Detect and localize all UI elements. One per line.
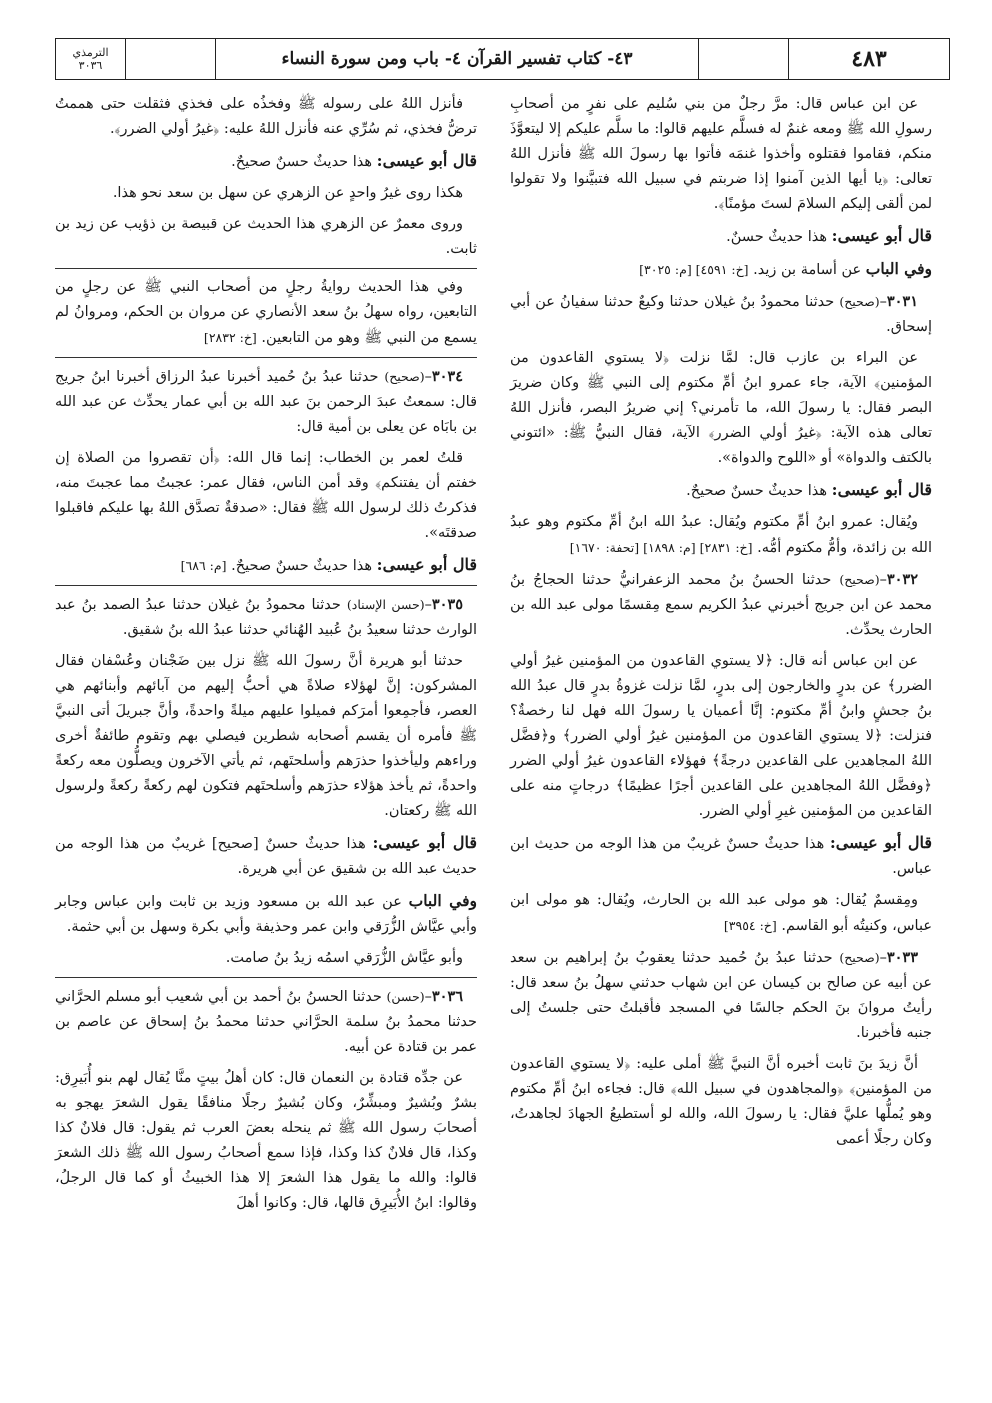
- cross-references: [خ: ٣٩٥٤]: [723, 918, 777, 933]
- ruling-text: هذا حديثٌ حسنٌ [صحيح] غريبٌ من هذا الوجه من حديث عبد الله بن شقيق عن أبي هريرة.: [55, 836, 477, 877]
- hadith-grade: (صحيح): [839, 950, 880, 965]
- hadith-number: ٣٠٣٢: [886, 571, 918, 588]
- section-divider: [55, 585, 477, 586]
- header-reference-range: ٣٠٣٦: [78, 59, 103, 72]
- paragraph-text: أنَّ زيدَ بنَ ثابت أخبره أنَّ النبيَّ ﷺ أملى عليه: ﴿لا يستوي القاعدون من المؤمنين﴾ ﴿والمجاهدون في سبيل الله﴾ قال: فجاءه ابنُ أمِّ مكتوم وهو يُملُّها عليَّ فقال: يا رسولَ الله، والله لو أستطيعُ الجهادَ لجاهدتُ، وكان رجلًا أعمى: [510, 1056, 932, 1147]
- hadith-paragraph: ٣٠٣٤–(صحيح) حدثنا عبدُ بنُ حُميد أخبرنا عبدُ الرزاق أخبرنا ابنُ جريج قال: سمعتُ عبدَ الرحمن بنَ عبد الله بن أبي عمار يحدِّث عن عبد الله بن بابَاه عن يعلى بن أمية قال:: [55, 368, 477, 435]
- text-paragraph: [55, 212, 477, 262]
- hadith-number: ٣٠٣٣: [886, 949, 918, 966]
- hadith-isnad: حدثنا الحسنُ بنُ محمد الزعفرانيُّ حدثنا الحجاجُ بنُ محمد عن ابن جريج أخبرني عبدُ الكريم سمع مِقسمًا مولى عبد الله بن الحارث يحدِّث.: [510, 572, 932, 638]
- hadith-grade: (حسن الإسناد): [346, 597, 425, 612]
- hadith-isnad: حدثنا محمودُ بنُ غيلان حدثنا وكيعٌ حدثنا سفيانُ عن أبي إسحاق.: [510, 294, 932, 335]
- paragraph-text: عن ابن عباس قال: مرَّ رجلٌ من بني سُليم على نفرٍ من أصحابِ رسولِ الله ﷺ ومعه غنمٌ له فسلَّم عليهم قالوا: ما سلَّم عليكم إلا ليتعوَّذَ منكم، فقاموا فقتلوه وأخذوا غنمَه فأتوا بها رسولَ الله ﷺ فأنزل اللهُ تعالى: ﴿يا أيها الذين آمنوا إذا ضربتم في سبيل الله فتبيَّنوا ولا تقولوا لمن ألقى إليكم السلامَ لستَ مؤمنًا﴾.: [510, 96, 932, 212]
- ruling-text: هذا حديثٌ حسنٌ صحيحٌ.: [231, 154, 373, 170]
- text-paragraph: [510, 92, 932, 217]
- left-text-column: [55, 92, 477, 1382]
- hadith-isnad: حدثنا الحسنُ بنُ أحمد بن أبي شعيب أبو مسلم الحرَّاني حدثنا محمدُ بنُ سلمة الحرَّاني حدثنا محمدُ بنُ إسحاق عن عاصم بن عمر بن قتادة عن أبيه.: [55, 989, 477, 1055]
- text-paragraph: [55, 946, 477, 971]
- section-divider: [55, 977, 477, 978]
- ruling-label: قال أبو عيسى:: [376, 151, 477, 170]
- hadith-paragraph: ٣٠٣٦–(حسن) حدثنا الحسنُ بنُ أحمد بن أبي شعيب أبو مسلم الحرَّاني حدثنا محمدُ بنُ سلمة الحرَّاني حدثنا محمدُ بنُ إسحاق عن عاصم بن عمر بن قتادة عن أبيه.: [55, 988, 477, 1055]
- bab-paragraph: [55, 888, 477, 940]
- text-paragraph: [55, 649, 477, 824]
- ruling-paragraph: [510, 223, 932, 250]
- text-paragraph: [510, 888, 932, 939]
- paragraph-text: ويُقال: عمرو ابنُ أمِّ مكتوم ويُقال: عبدُ الله ابنُ أمِّ مكتوم وهو عبدُ الله بن زائدة، وأمُّ مكتوم أمُّه.: [510, 514, 932, 556]
- page-number: ٤٨٣: [851, 46, 887, 72]
- ruling-label: قال أبو عيسى:: [831, 226, 932, 245]
- text-paragraph: [510, 1052, 932, 1152]
- ruling-text: هذا حديثٌ حسنٌ غريبٌ من هذا الوجه من حديث ابن عباس.: [510, 836, 932, 877]
- text-paragraph: [55, 275, 477, 351]
- section-divider: [55, 357, 477, 358]
- paragraph-text: وروى معمرٌ عن الزهري هذا الحديث عن قبيصة بن ذؤيب عن زيد بن ثابت.: [55, 216, 477, 257]
- ruling-paragraph: [55, 148, 477, 175]
- header-blank-cell: [699, 39, 789, 79]
- ruling-text: هذا حديثٌ حسنٌ صحيحٌ.: [231, 558, 373, 574]
- ruling-text: هذا حديثٌ حسنٌ صحيحٌ.: [686, 483, 828, 499]
- text-paragraph: [55, 446, 477, 546]
- hadith-isnad: حدثنا محمودُ بنُ غيلان حدثنا عبدُ الصمد بنُ عبد الوارث حدثنا سعيدُ بنُ عُبيد الهُنائي حدثنا عبدُ الله بنُ شقيق.: [55, 597, 477, 638]
- hadith-isnad: حدثنا عبدُ بنُ حُميد أخبرنا عبدُ الرزاق أخبرنا ابنُ جريج قال: سمعتُ عبدَ الرحمن بنَ عبد الله بن أبي عمار يحدِّث عن عبد الله بن بابَاه عن يعلى بن أمية قال:: [55, 369, 477, 435]
- section-divider: [55, 268, 477, 269]
- text-paragraph: [55, 92, 477, 142]
- ruling-paragraph: [510, 477, 932, 504]
- page-header: [55, 38, 950, 80]
- bab-text: عن عبد الله بن مسعود وزيد بن ثابت وابن عباس وجابر وأبي عيَّاش الزُّرَقي وابن عمر وحذيفة وأبي بكرة وسهل بن أبي حثمة.: [55, 894, 477, 935]
- hadith-number: ٣٠٣٥: [431, 596, 464, 613]
- text-paragraph: [510, 346, 932, 471]
- ruling-paragraph: [55, 552, 477, 579]
- hadith-isnad: حدثنا عبدُ بنُ حُميد حدثنا يعقوبُ بنُ إبراهيم بن سعد عن أبيه عن صالح بن كيسان عن ابن شهاب حدثني سهلُ بنُ سعد قال: رأيتُ مروانَ بنَ الحكم جالسًا في المسجد فأقبلتُ حتى جلستُ إلى جنبه فأخبرنا.: [510, 950, 932, 1041]
- ruling-paragraph: [55, 830, 477, 882]
- text-paragraph: [510, 510, 932, 561]
- hadith-paragraph: ٣٠٣٣–(صحيح) حدثنا عبدُ بنُ حُميد حدثنا يعقوبُ بنُ إبراهيم بن سعد عن أبيه عن صالح بن كيسان عن ابن شهاب حدثني سهلُ بنُ سعد قال: رأيتُ مروانَ بنَ الحكم جالسًا في المسجد فأقبلتُ حتى جلستُ إلى جنبه فأخبرنا.: [510, 949, 932, 1041]
- paragraph-text: حدثنا أبو هريرة أنَّ رسولَ الله ﷺ نزل بين ضَجْنان وعُسْفان فقال المشركون: إنَّ لهؤلاء صلاةً هي أحبُّ إليهم من آبائهم وأبنائهم هي العصر، فأجمِعوا أمرَكم فميلوا عليهم ميلةً واحدةً، وأنَّ جبريلَ أتى النبيَّ ﷺ فأمره أن يقسم أصحابه شطرين فيصلي بهم وتقوم طائفةٌ أخرى وراءهم وليأخذوا حذرَهم وأسلحتَهم، ثم يأتي الآخرون ويصلُّون معه ركعةً واحدةً، ثم يأخذ هؤلاء حذرَهم وأسلحتَهم فتكون لهم ركعةً ركعةً ولرسول الله ﷺ ركعتان.: [55, 653, 477, 819]
- paragraph-text: عن البراء بن عازب قال: لمَّا نزلت ﴿لا يستوي القاعدون من المؤمنين﴾ الآية، جاء عمرو ابنُ أمِّ مكتوم إلى النبي ﷺ وكان ضريرَ البصر فقال: يا رسولَ الله، ما تأمرني؟ إني ضريرُ البصر، فأنزل اللهُ تعالى هذه الآية: ﴿غيرُ أولي الضرر﴾ الآية، فقال النبيُّ ﷺ: «ائتوني بالكتف والدواة» أو «اللوح والدواة».: [510, 350, 932, 466]
- text-paragraph: [510, 649, 932, 824]
- hadith-paragraph: ٣٠٣١–(صحيح) حدثنا محمودُ بنُ غيلان حدثنا وكيعٌ حدثنا سفيانُ عن أبي إسحاق.: [510, 293, 932, 335]
- bab-label: وفي الباب: [408, 891, 477, 910]
- ruling-label: قال أبو عيسى:: [372, 833, 478, 852]
- bab-text: عن أسامة بن زيد.: [753, 262, 862, 278]
- paragraph-text: عن جدِّه قتادة بن النعمان قال: كان أهلُ بيتٍ منَّا يُقال لهم بنو أُبَيرِق: بشرٌ وبُشيرٌ ومبشِّرٌ، وكان بُشيرٌ رجلًا منافقًا يقول الشعرَ يهجو به أصحابَ رسول الله ﷺ ثم ينحله بعضَ العرب ثم يقول: قال فلانٌ كذا وكذا، قال فلانٌ كذا وكذا، فإذا سمع أصحابُ رسول الله ﷺ ذلك الشعرَ قالوا: والله ما يقول هذا الشعرَ إلا هذا الخبيثُ أو كما قال الرجلُ، وقالوا: ابنُ الأُبَيرِق قالها، قال: وكانوا أهلَ: [55, 1070, 477, 1211]
- hadith-grade: (صحيح): [384, 369, 425, 384]
- paragraph-text: ومِقسمٌ يُقال: هو مولى عبد الله بن الحارث، ويُقال: هو مولى ابن عباس، وكنيتُه أبو القاسم.: [510, 892, 932, 934]
- header-blank-cell: [126, 39, 216, 79]
- hadith-grade: (حسن): [386, 989, 425, 1004]
- hadith-grade: (صحيح): [839, 294, 880, 309]
- cross-references: [خ: ٢٨٣١] [م: ١٨٩٨] [تحفة: ١٦٧٠]: [569, 540, 753, 555]
- header-reference-label: الترمذي: [72, 46, 109, 59]
- hadith-paragraph: ٣٠٣٢–(صحيح) حدثنا الحسنُ بنُ محمد الزعفرانيُّ حدثنا الحجاجُ بنُ محمد عن ابن جريج أخبرني عبدُ الكريم سمع مِقسمًا مولى عبد الله بن الحارث يحدِّث.: [510, 571, 932, 638]
- ruling-label: قال أبو عيسى:: [829, 833, 933, 852]
- hadith-number: ٣٠٣٤: [431, 368, 463, 385]
- ruling-label: قال أبو عيسى:: [831, 480, 932, 499]
- hadith-paragraph: ٣٠٣٥–(حسن الإسناد) حدثنا محمودُ بنُ غيلان حدثنا عبدُ الصمد بنُ عبد الوارث حدثنا سعيدُ بنُ عُبيد الهُنائي حدثنا عبدُ الله بنُ شقيق.: [55, 596, 477, 638]
- paragraph-text: عن ابن عباس أنه قال: ﴿لا يستوي القاعدون من المؤمنين غيرُ أولي الضرر﴾ عن بدرٍ والخارجون إلى بدرٍ، لمَّا نزلت غزوةُ بدرٍ قال عبدُ الله بنُ جحشٍ وابنُ أمِّ مكتوم: إنَّا أعميان يا رسولَ الله فهل لنا رخصةٌ؟ فنزلت: ﴿لا يستوي القاعدون من المؤمنين غيرُ أولي الضرر﴾ و﴿فضَّل اللهُ المجاهدين على القاعدين درجةً﴾ فهؤلاء القاعدون غيرُ أولي الضرر ﴿وفضَّل اللهُ المجاهدين على القاعدين أجرًا عظيمًا﴾ درجاتٍ منه على القاعدين من المؤمنين غيرِ أولي الضرر.: [510, 653, 932, 819]
- paragraph-text: وأبو عيَّاش الزُّرَقي اسمُه زيدُ بنُ صامت.: [225, 950, 463, 966]
- cross-references: [م: ٦٨٦]: [180, 558, 227, 573]
- ruling-paragraph: [510, 830, 932, 882]
- cross-references: [خ: ٤٥٩١] [م: ٣٠٢٥]: [639, 262, 749, 277]
- text-paragraph: [55, 1066, 477, 1216]
- paragraph-text: قلتُ لعمر بن الخطاب: إنما قال الله: ﴿أن تقصروا من الصلاة إن خفتم أن يفتنكم﴾ وقد أمن الناس، فقال عمر: عجبتُ مما عجبتَ منه، فذكرتُ ذلك لرسول الله ﷺ فقال: «صدقةٌ تصدَّق اللهُ بها عليكم فاقبلوا صدقتَه».: [55, 450, 477, 541]
- hadith-grade: (صحيح): [839, 572, 880, 587]
- header-reference-box: [56, 39, 126, 79]
- chapter-title: ٤٣- كتاب تفسير القرآن ٤- باب ومن سورة النساء: [216, 39, 699, 79]
- hadith-number: ٣٠٣١: [886, 293, 919, 310]
- right-text-column: [510, 92, 932, 1382]
- ruling-text: هذا حديثٌ حسنٌ.: [726, 229, 828, 245]
- bab-paragraph: [510, 256, 932, 283]
- hadith-number: ٣٠٣٦: [431, 988, 463, 1005]
- paragraph-text: هكذا روى غيرُ واحدٍ عن الزهري عن سهل بن سعد نحو هذا.: [112, 185, 463, 201]
- text-paragraph: [55, 181, 477, 206]
- cross-references: [خ: ٢٨٣٢]: [203, 330, 257, 345]
- bab-label: وفي الباب: [865, 259, 932, 278]
- ruling-label: قال أبو عيسى:: [376, 555, 477, 574]
- paragraph-text: فأنزل اللهُ على رسوله ﷺ وفخذُه على فخذي فثقلت حتى هممتُ ترضُّ فخذي، ثم سُرِّي عنه فأنزل اللهُ عليه: ﴿غيرُ أولي الضرر﴾.: [55, 96, 477, 137]
- paragraph-text: وفي هذا الحديث روايةُ رجلٍ من أصحاب النبي ﷺ عن رجلٍ من التابعين، رواه سهلُ بنُ سعد الأنصاري عن مروان بن الحكم، ومروانُ لم يسمع من النبي ﷺ وهو من التابعين.: [55, 279, 477, 346]
